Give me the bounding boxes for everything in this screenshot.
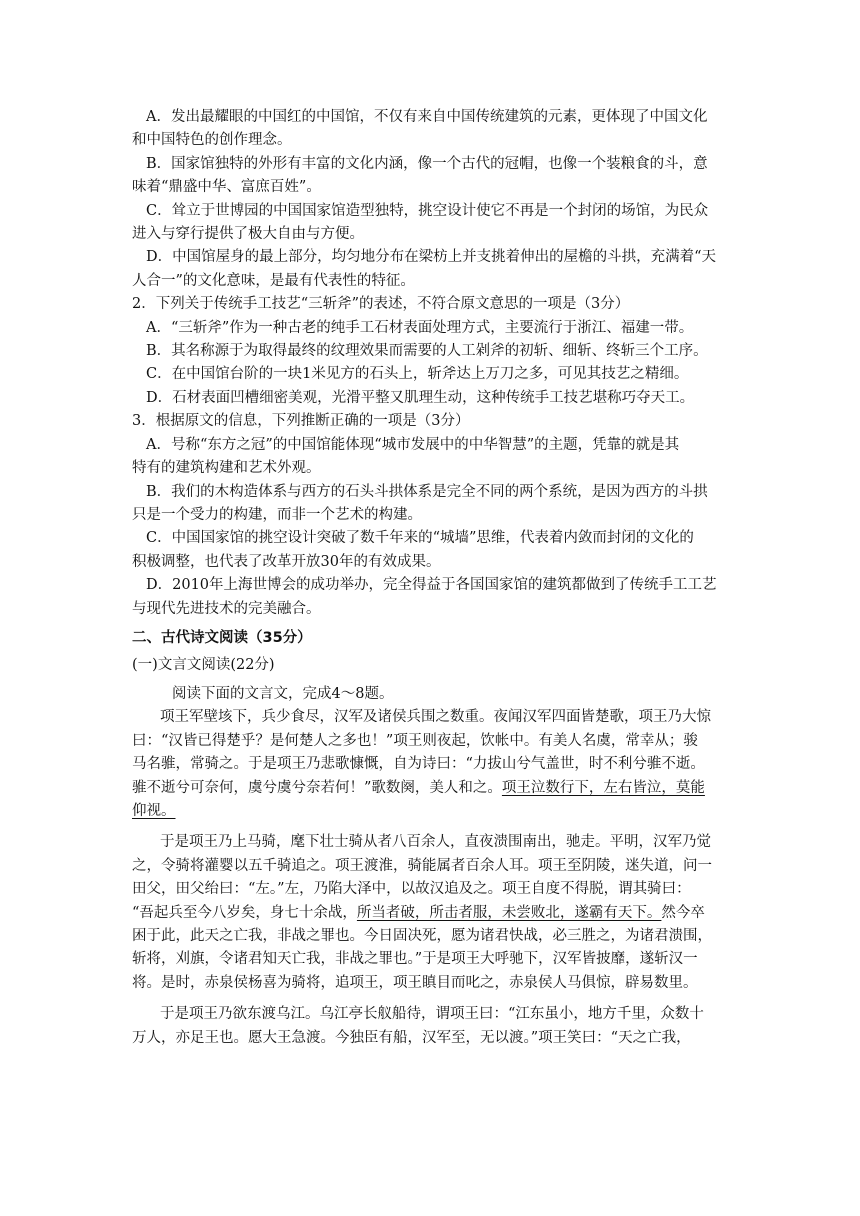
passage-p2-line-4 [132,902,732,925]
passage-p1-line-2: 曰：“汉皆已得楚乎？是何楚人之多也！”项王则夜起，饮帐中。有美人名虞，常幸从；骏 [132,732,698,749]
option-c-line-1: C．耸立于世博园的中国国家馆造型独特，挑空设计使它不再是一个封闭的场馆，为民众 [146,202,709,219]
question-3-option-b-line-2: 只是一个受力的构建，而非一个艺术的构建。 [132,506,422,523]
question-3-option-d-line-2: 与现代先进技术的完美融合。 [132,600,321,617]
question-3-option-a-line-2: 特有的建筑构建和艺术外观。 [132,460,321,477]
subsection-heading: (一)文言文阅读(22分) [132,656,275,673]
passage-p3-line-2: 万人，亦足王也。愿大王急渡。今独臣有船，汉军至，无以渡。”项王笑曰：“天之亡我， [132,1029,691,1046]
passage-p1-line-1: 项王军壁垓下，兵少食尽，汉军及诸侯兵围之数重。夜闻汉军四面皆楚歌，项王乃大惊 [160,709,711,726]
reading-instruction: 阅读下面的文言文，完成4～8题。 [172,685,394,702]
question-1-options [132,106,732,293]
option-d-line-1: D．中国馆屋身的最上部分，均匀地分布在梁枋上并支挑着伸出的屋檐的斗拱，充满着“天 [146,249,717,266]
question-2-stem: 2．下列关于传统手工技艺“三斩斧”的表述，不符合原文意思的一项是（3分） [132,296,630,313]
option-b-line-1: B．国家馆独特的外形有丰富的文化内涵，像一个古代的冠帽，也像一个装粮食的斗，意 [146,155,708,172]
question-3 [132,410,732,621]
passage-p2-line-7: 将。是时，赤泉侯杨喜为骑将，追项王，项王瞋目而叱之，赤泉侯人马俱惊，辟易数里。 [132,974,698,991]
underlined-sentence-1-end: 仰视。 [132,802,176,819]
question-2 [132,293,732,410]
classical-passage [132,706,732,1050]
section-heading: 二、古代诗文阅读（35分） [132,629,312,646]
question-2-option-b: B．其名称源于为取得最终的纹理效果而需要的人工剁斧的初斩、细斩、终斩三个工序。 [146,343,708,360]
passage-p1-line-5 [132,800,732,823]
underlined-sentence-1: 项王泣数行下，左右皆泣，莫能 [501,779,705,796]
question-2-option-d: D．石材表面凹槽细密美观，光滑平整又肌理生动，这种传统手工技艺堪称巧夺天工。 [146,389,695,406]
passage-p2-line-6: 斩将，刈旗，令诸君知天亡我，非战之罪也。”于是项王大呼驰下，汉军皆披靡，遂斩汉一 [132,951,698,968]
passage-p2-line-4-start: “吾起兵至今八岁矣，身七十余战， [132,904,357,921]
passage-p2-line-3: 田父，田父绐曰：“左。”左，乃陷大泽中，以故汉追及之。项王自度不得脱，谓其骑曰： [132,881,691,898]
passage-p1-line-4 [132,777,732,800]
option-b-line-2: 味着“鼎盛中华、富庶百姓”。 [132,179,321,196]
option-d-line-2: 人合一”的文化意味，是最有代表性的特征。 [132,272,415,289]
passage-p2-line-2: 之，令骑将灌婴以五千骑追之。项王渡淮，骑能属者百余人耳。项王至阴陵，迷失道，问一 [132,857,712,874]
question-3-option-d-line-1: D．2010年上海世博会的成功举办，完全得益于各国国家馆的建筑都做到了传统手工工艺 [146,577,717,594]
passage-p2-line-5: 困于此，此天之亡我，非战之罪也。今日固决死，愿为诸君快战，必三胜之，为诸君溃围， [132,928,712,944]
question-3-option-c-line-2: 积极调整，也代表了改革开放30年的有效成果。 [132,553,441,570]
option-a-line-1: A．发出最耀眼的中国红的中国馆，不仅有来自中国传统建筑的元素，更体现了中国文化 [146,109,708,125]
question-2-option-a: A．“三斩斧”作为一种古老的纯手工石材表面处理方式，主要流行于浙江、福建一带。 [146,319,694,336]
option-a-line-2: 和中国特色的创作理念。 [132,132,292,149]
passage-p2-line-4-end: 然今卒 [661,904,705,921]
passage-p2-line-1: 于是项王乃上马骑，麾下壮士骑从者八百余人，直夜溃围南出，驰走。平明，汉军乃觉 [160,834,711,851]
passage-p1-line-3: 马名骓，常骑之。于是项王乃悲歌慷慨，自为诗曰：“力拔山兮气盖世，时不利兮骓不逝。 [132,756,705,773]
option-c-line-2: 进入与穿行提供了极大自由与方便。 [132,226,364,243]
question-3-option-a-line-1: A．号称“东方之冠”的中国馆能体现“城市发展中的中华智慧”的主题，凭靠的就是其 [146,436,680,453]
question-3-option-b-line-1: B．我们的木构造体系与西方的石头斗拱体系是完全不同的两个系统，是因为西方的斗拱 [146,483,708,500]
passage-p1-line-4-text: 骓不逝兮可奈何，虞兮虞兮奈若何！”歌数阕，美人和之。 [132,779,502,796]
question-3-option-c-line-1: C．中国国家馆的挑空设计突破了数千年来的“城墙”思维，代表着内敛而封闭的文化的 [146,530,694,547]
underlined-sentence-2: 所当者破，所击者服，未尝败北，遂霸有天下。 [356,904,662,921]
passage-p3-line-1: 于是项王乃欲东渡乌江。乌江亭长舣船待，谓项王曰：“江东虽小，地方千里，众数十 [160,1006,704,1023]
question-2-option-c: C．在中国馆台阶的一块1米见方的石头上，斩斧达上万刀之多，可见其技艺之精细。 [146,366,689,383]
question-3-stem: 3．根据原文的信息，下列推断正确的一项是（3分） [132,413,470,430]
